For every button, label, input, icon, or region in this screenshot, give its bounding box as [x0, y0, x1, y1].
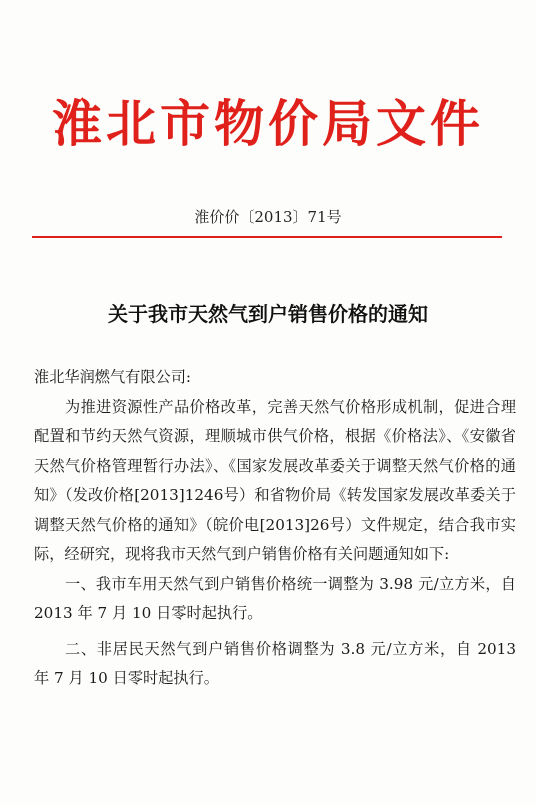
paragraph-intro: 为推进资源性产品价格改革，完善天然气价格形成机制，促进合理配置和节约天然气资源，理顺城市供气价格，根据《价格法》、《安徽省天然气价格管理暂行办法》、《国家发展改革委关于调整天然气价格的通知》（发改价格[2013]1246号）和省物价局《转发国家发展改革委关于调整天然气价格的通知》（皖价电[2013]26号）文件规定，结合我市实际，经研究，现将我市天然气到户销售价格有关问题通知如下: [34, 397, 516, 563]
salutation: 淮北华润燃气有限公司: [34, 368, 191, 386]
paragraph-item-1: 一、我市车用天然气到户销售价格统一调整为 3.98 元/立方米，自 2013 年 7 月 10 日零时起执行。 [34, 574, 516, 622]
notice-body [34, 363, 516, 694]
notice-title: 关于我市天然气到户销售价格的通知 [108, 302, 428, 326]
document-number: 淮价价〔2013〕71号 [194, 208, 342, 226]
paragraph-item-2: 二、非居民天然气到户销售价格调整为 3.8 元/立方米，自 2013 年 7 月 10 日零时起执行。 [34, 639, 516, 687]
header-red-rule [32, 236, 502, 238]
issuing-authority-header: 淮北市物价局文件 [52, 95, 484, 153]
